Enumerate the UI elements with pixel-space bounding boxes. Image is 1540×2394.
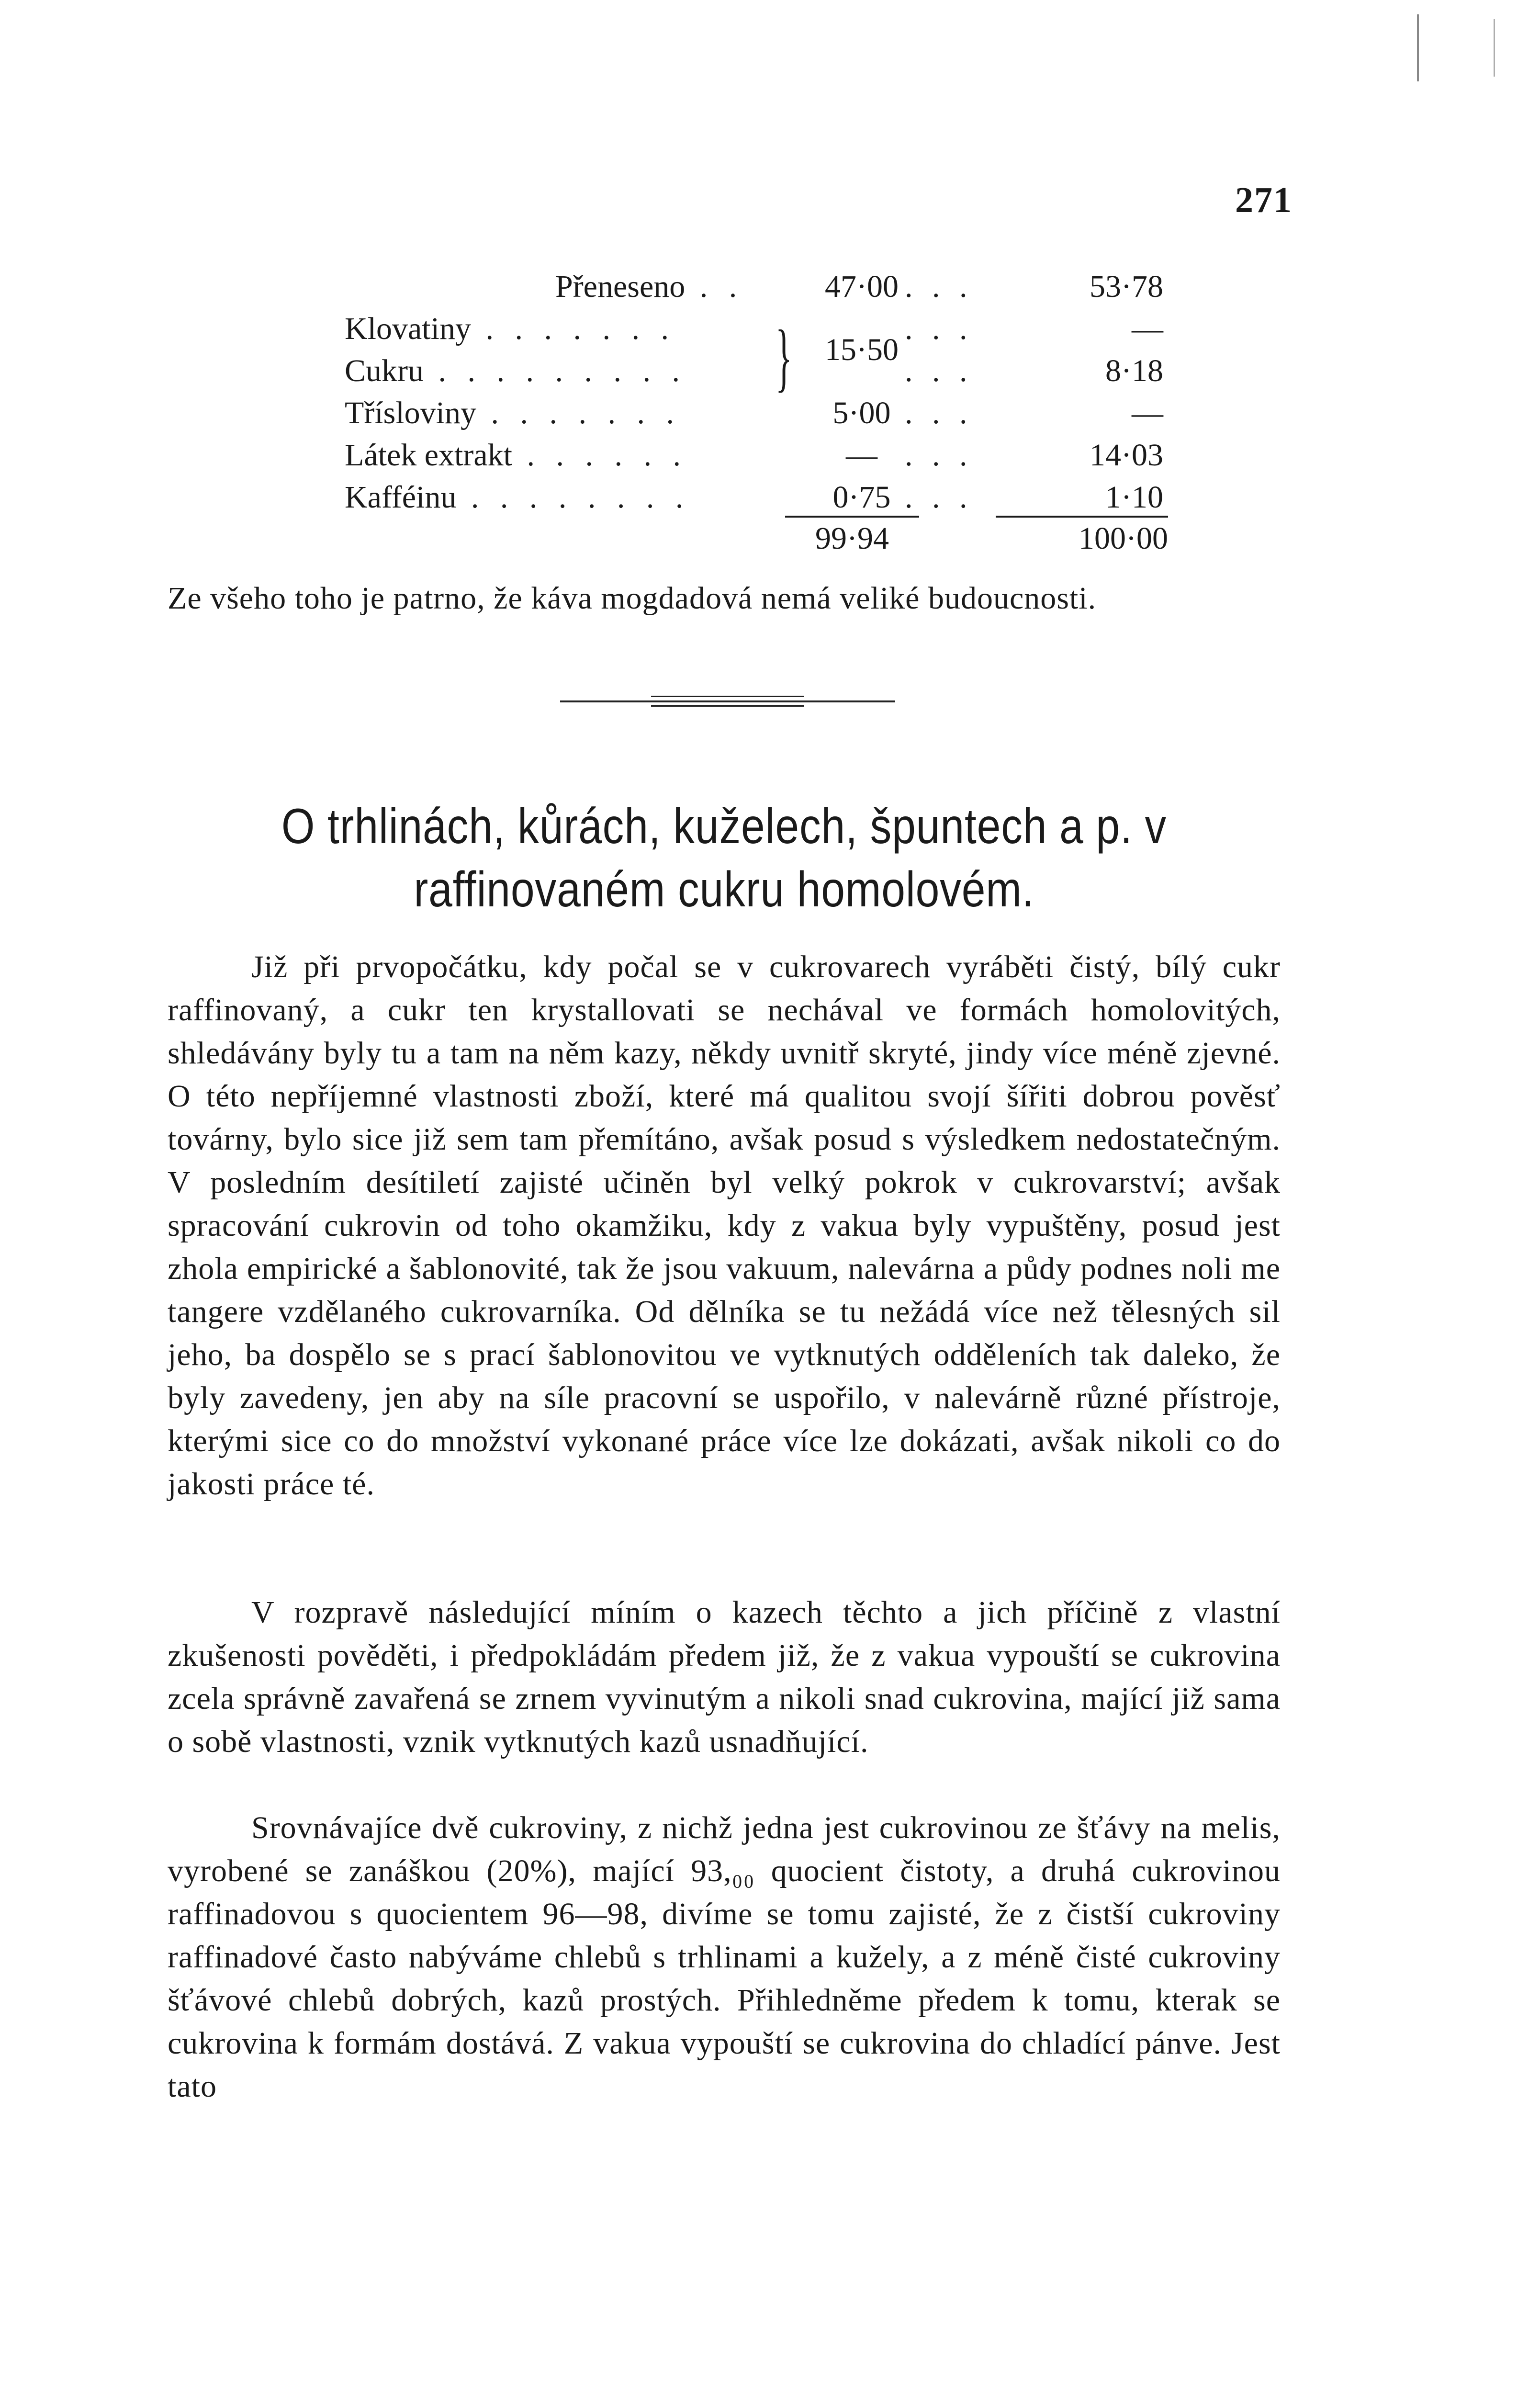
leader-dots: . . . [905, 438, 973, 473]
conclusion-paragraph: Ze všeho toho je patrno, že káva mogdadová nemá veliké budoucnosti. [168, 581, 1097, 616]
scan-edge-mark [1494, 19, 1495, 77]
row-value-2: 14·03 [1090, 438, 1163, 473]
row-label: Cukru . . . . . . . . . [345, 353, 686, 388]
leader-dots: . . . [905, 395, 973, 430]
sum-value-1: 99·94 [815, 521, 889, 556]
brace-value: 15·50 [825, 332, 899, 367]
row-label: Přeneseno . . [555, 269, 744, 304]
sum-value-2: 100·00 [1079, 521, 1168, 556]
section-heading: O trhlinách, kůrách, kuželech, špuntech a p. v raffinovaném cukru homolovém. [281, 799, 1167, 917]
row-value-2: 1·10 [1105, 480, 1163, 515]
row-label: Látek extrakt . . . . . . [345, 438, 687, 473]
leader-dots: . . . [905, 269, 973, 304]
body-paragraph: V rozpravě následující míním o kazech těchto a jich příčině z vlastní zkušenosti pověděti, i předpokládám předem již, že z vakua vypouští se cukrovina zcela správně zavařená se zrnem vyvinutým a nikoli snad cukrovina, mající již sama o sobě vlastnosti, vznik vytknutých kazů usnadňující. [168, 1595, 1281, 1759]
table-row [335, 476, 1163, 519]
body-paragraph: Srovnávajíce dvě cukroviny, z nichž jedna jest cukrovinou ze šťávy na melis, vyrobené se zanáškou (20%), mající 93,₀₀ quocient čistoty, a druhá cukrovinou raffinadovou s quocientem 96—98, divíme se tomu zajisté, že z čistší cukroviny raffinadové často nabýváme chlebů s trhlinami a kužely, a z méně čisté cukroviny šťávové chlebů dobrých, kazů prostých. Přihledněme předem k tomu, kterak se cukrovina k formám dostává. Z vakua vypouští se cukrovina do chladící pánve. Jest tato [168, 1810, 1281, 2104]
leader-dots: . . . [905, 480, 973, 515]
row-value-2: 53·78 [1090, 269, 1163, 304]
scan-edge-mark [1417, 14, 1419, 81]
page-number: 271 [1235, 180, 1293, 220]
body-paragraph: Již při prvopočátku, kdy počal se v cukrovarech vyráběti čistý, bílý cukr raffinovaný, a cukr ten krystallovati se nechával ve formách homolovitých, shledávány byly tu a tam na něm kazy, někdy uvnitř skryté, jindy více méně zjevné. O této nepříjemné vlastnosti zboží, které má qualitou svojí šířiti dobrou pověsť továrny, bylo sice již sem tam přemítáno, avšak posud s výsledkem nedostatečným. V posledním desítiletí zajisté učiněn byl velký pokrok v cukrovarství; avšak spracování cukrovin od toho okamžiku, kdy z vakua byly vypuštěny, posud jest zhola empirické a šablonovité, tak že jsou vakuum, nalevárna a půdy podnes noli me tangere vzdělaného cukrovarníka. Od dělníka se tu nežádá více než tělesných sil jeho, ba dospělo se s prací šablonovitou ve vytknutých odděleních tak daleko, že byly zavedeny, jen aby na síle pracovní se uspořilo, v nalevárně různé přístroje, kterými sice co do množství vykonané práce více lze dokázati, avšak nikoli co do jakosti práce té. [168, 949, 1281, 1502]
brace-symbol: } [776, 314, 792, 399]
row-value-1: 47·00 [825, 269, 899, 304]
sum-rule [785, 516, 919, 518]
composition-table [335, 266, 1168, 572]
row-label: Kafféinu . . . . . . . . [345, 480, 690, 515]
table-row [335, 434, 1163, 476]
leader-dots: . . . [905, 353, 973, 388]
row-label: Klovatiny . . . . . . . [345, 311, 675, 346]
sum-rule [996, 516, 1168, 518]
row-value-1: 5·00 [832, 395, 891, 430]
brace-value-row [335, 329, 1149, 371]
row-value-2: 8·18 [1105, 353, 1163, 388]
section-divider [560, 692, 895, 711]
leader-dots: . . . [905, 311, 973, 346]
row-label: Třísloviny . . . . . . . [345, 395, 681, 430]
table-row [335, 392, 1163, 434]
row-value-1: 0·75 [832, 480, 891, 515]
row-value-1: — [846, 438, 877, 473]
row-value-2: — [1132, 395, 1163, 430]
table-row [335, 266, 1163, 308]
row-value-2: — [1132, 311, 1163, 346]
